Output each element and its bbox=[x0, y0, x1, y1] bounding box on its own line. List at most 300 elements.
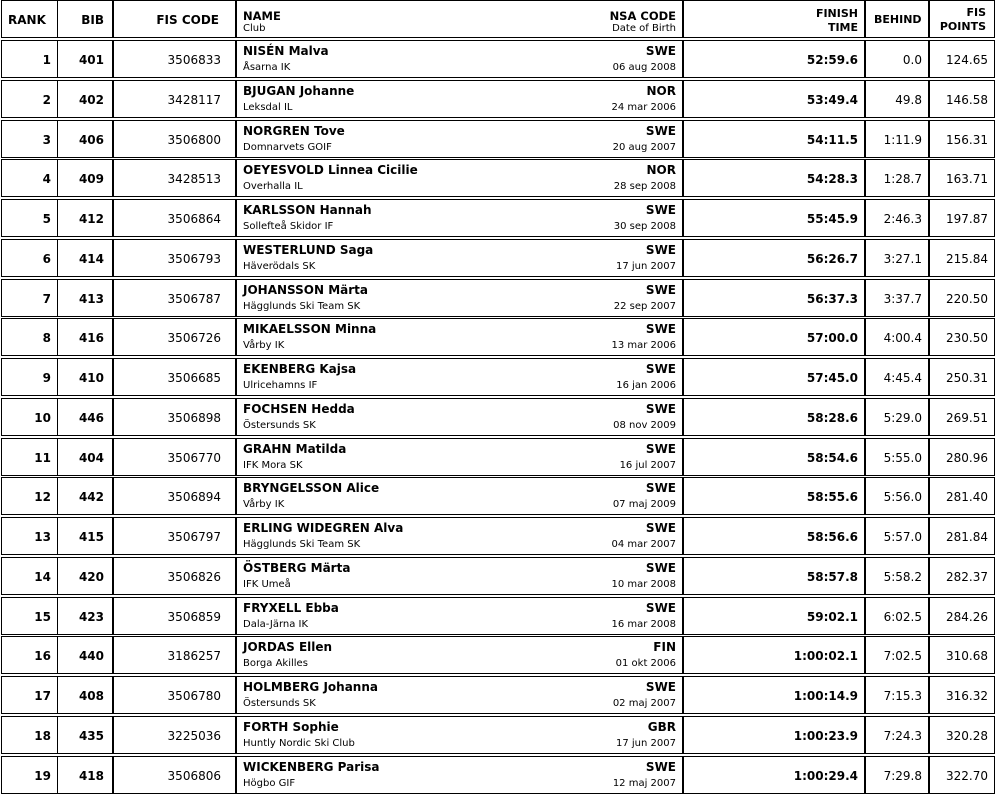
fis-points-value: 230.50 bbox=[946, 331, 988, 346]
name-cell bbox=[236, 358, 683, 396]
fis-points-cell bbox=[929, 438, 995, 476]
nsa-code: SWE bbox=[645, 362, 676, 376]
fis-points-value: 146.58 bbox=[946, 92, 988, 107]
fis-code-value: 3506787 bbox=[167, 291, 221, 306]
behind-cell bbox=[865, 597, 929, 635]
athlete-name: KARLSSON Hannah bbox=[243, 203, 372, 217]
name-cell bbox=[236, 398, 683, 436]
behind-value: 49.8 bbox=[895, 92, 922, 107]
fis-points-value: 215.84 bbox=[946, 251, 988, 266]
behind-value: 3:27.1 bbox=[883, 251, 922, 266]
bib-cell bbox=[57, 438, 113, 476]
fis-points-value: 197.87 bbox=[946, 212, 988, 226]
fis-points-value: 281.84 bbox=[946, 530, 988, 544]
bib-cell bbox=[57, 517, 113, 555]
bib-cell bbox=[57, 636, 113, 674]
name-cell bbox=[236, 199, 683, 237]
fis-points-cell bbox=[929, 358, 995, 396]
nsa-code: NOR bbox=[646, 83, 676, 98]
bib-value: 440 bbox=[78, 649, 104, 664]
fis-points-cell bbox=[929, 398, 995, 436]
table-row bbox=[0, 239, 996, 278]
athlete-club: Leksdal IL bbox=[243, 101, 293, 113]
header-name bbox=[236, 0, 683, 38]
name-cell bbox=[236, 557, 683, 595]
date-of-birth: 07 maj 2009 bbox=[612, 499, 676, 511]
header-behind bbox=[865, 0, 929, 38]
athlete-club: Sollefteå Skidor IF bbox=[243, 221, 334, 232]
nsa-code: SWE bbox=[645, 680, 676, 694]
bib-cell bbox=[57, 279, 113, 317]
behind-value: 5:55.0 bbox=[883, 450, 922, 465]
bib-value: 416 bbox=[78, 331, 104, 346]
rank-value: 9 bbox=[42, 371, 51, 385]
rank-cell bbox=[1, 676, 58, 714]
fis-code-cell bbox=[113, 358, 236, 396]
bib-cell bbox=[57, 716, 113, 754]
behind-value: 0.0 bbox=[902, 53, 922, 67]
behind-value: 5:56.0 bbox=[883, 490, 922, 505]
rank-value: 6 bbox=[42, 251, 51, 266]
fis-code-value: 3506826 bbox=[167, 569, 221, 584]
date-of-birth: 12 maj 2007 bbox=[612, 777, 676, 789]
rank-value: 12 bbox=[34, 490, 51, 505]
finish-time-value: 58:54.6 bbox=[806, 450, 858, 465]
fis-code-value: 3186257 bbox=[167, 649, 221, 664]
nsa-code: SWE bbox=[645, 759, 676, 774]
fis-points-cell bbox=[929, 80, 995, 118]
athlete-club: Åsarna IK bbox=[243, 62, 291, 73]
fis-code-value: 3506894 bbox=[167, 490, 221, 505]
athlete-name: MIKAELSSON Minna bbox=[243, 322, 377, 337]
fis-points-value: 163.71 bbox=[946, 172, 988, 187]
fis-code-cell bbox=[113, 676, 236, 714]
fis-code-value: 3506793 bbox=[167, 251, 221, 266]
bib-cell bbox=[57, 756, 113, 794]
fis-code-value: 3506797 bbox=[167, 530, 221, 544]
date-of-birth: 16 jul 2007 bbox=[619, 459, 676, 471]
behind-cell bbox=[865, 716, 929, 754]
bib-value: 442 bbox=[78, 490, 104, 505]
nsa-code: SWE bbox=[645, 521, 676, 535]
bib-value: 404 bbox=[78, 450, 104, 465]
date-of-birth: 30 sep 2008 bbox=[613, 221, 676, 232]
table-row bbox=[0, 120, 996, 159]
behind-value: 6:02.5 bbox=[883, 609, 922, 624]
fis-code-cell bbox=[113, 398, 236, 436]
rank-cell bbox=[1, 159, 58, 197]
finish-time-value: 52:59.6 bbox=[806, 53, 858, 67]
fis-code-value: 3506806 bbox=[167, 768, 221, 783]
finish-time-cell bbox=[683, 597, 865, 635]
table-row bbox=[0, 358, 996, 397]
behind-value: 7:15.3 bbox=[883, 689, 922, 703]
fis-points-cell bbox=[929, 756, 995, 794]
bib-cell bbox=[57, 398, 113, 436]
athlete-name: NISÉN Malva bbox=[243, 44, 329, 58]
behind-value: 2:46.3 bbox=[883, 212, 922, 226]
name-cell bbox=[236, 477, 683, 515]
fis-code-value: 3225036 bbox=[167, 728, 221, 743]
athlete-club: Ulricehamns IF bbox=[243, 380, 318, 391]
nsa-code: SWE bbox=[645, 481, 676, 496]
date-of-birth: 16 jan 2006 bbox=[616, 380, 676, 391]
nsa-code: SWE bbox=[645, 560, 676, 575]
rank-value: 7 bbox=[42, 291, 51, 306]
behind-value: 1:11.9 bbox=[883, 132, 922, 147]
table-row bbox=[0, 477, 996, 516]
fis-points-cell bbox=[929, 40, 995, 78]
fis-points-value: 156.31 bbox=[946, 132, 988, 147]
rank-value: 15 bbox=[34, 609, 51, 624]
behind-cell bbox=[865, 199, 929, 237]
header-fis-points bbox=[929, 0, 995, 38]
fis-points-value: 220.50 bbox=[946, 291, 988, 306]
date-of-birth: 01 okt 2006 bbox=[615, 658, 676, 670]
fis-points-cell bbox=[929, 716, 995, 754]
date-of-birth: 24 mar 2006 bbox=[611, 101, 676, 113]
bib-value: 423 bbox=[78, 609, 104, 624]
header-bib bbox=[57, 0, 113, 38]
rank-cell bbox=[1, 80, 58, 118]
fis-code-value: 3428513 bbox=[167, 172, 221, 187]
fis-points-cell bbox=[929, 597, 995, 635]
finish-time-value: 54:28.3 bbox=[806, 172, 858, 187]
fis-points-value: 310.68 bbox=[946, 649, 988, 664]
rank-cell bbox=[1, 557, 58, 595]
athlete-name: ERLING WIDEGREN Alva bbox=[243, 521, 404, 535]
behind-value: 3:37.7 bbox=[883, 291, 922, 306]
rank-cell bbox=[1, 756, 58, 794]
bib-value: 446 bbox=[78, 410, 104, 425]
date-of-birth: 10 mar 2008 bbox=[611, 578, 676, 590]
fis-code-value: 3506726 bbox=[167, 331, 221, 346]
date-of-birth: 06 aug 2008 bbox=[612, 62, 676, 73]
athlete-club: Östersunds SK bbox=[243, 419, 316, 431]
finish-time-value: 58:57.8 bbox=[806, 569, 858, 584]
athlete-name: FRYXELL Ebba bbox=[243, 600, 339, 615]
finish-time-value: 1:00:02.1 bbox=[793, 649, 858, 664]
fis-code-cell bbox=[113, 716, 236, 754]
behind-value: 4:00.4 bbox=[883, 331, 922, 346]
header-finish-time bbox=[683, 0, 865, 38]
athlete-name: JOHANSSON Märta bbox=[243, 282, 368, 297]
header-nsa-label: NSA CODE bbox=[609, 9, 676, 23]
athlete-club: Vårby IK bbox=[243, 340, 285, 352]
rank-value: 4 bbox=[42, 172, 51, 187]
behind-value: 1:28.7 bbox=[883, 172, 922, 187]
fis-points-cell bbox=[929, 517, 995, 555]
name-cell bbox=[236, 120, 683, 158]
table-row bbox=[0, 716, 996, 755]
behind-cell bbox=[865, 398, 929, 436]
finish-time-cell bbox=[683, 318, 865, 356]
bib-cell bbox=[57, 40, 113, 78]
bib-value: 408 bbox=[78, 689, 104, 703]
nsa-code: GBR bbox=[647, 719, 676, 734]
fis-code-cell bbox=[113, 239, 236, 277]
table-row bbox=[0, 40, 996, 79]
rank-value: 13 bbox=[34, 530, 51, 544]
name-cell bbox=[236, 756, 683, 794]
behind-cell bbox=[865, 438, 929, 476]
athlete-name: BRYNGELSSON Alice bbox=[243, 481, 380, 496]
fis-code-cell bbox=[113, 636, 236, 674]
name-cell bbox=[236, 676, 683, 714]
athlete-club: IFK Umeå bbox=[243, 578, 291, 590]
nsa-code: NOR bbox=[646, 163, 676, 178]
name-cell bbox=[236, 40, 683, 78]
athlete-club: Vårby IK bbox=[243, 499, 285, 511]
athlete-name: WICKENBERG Parisa bbox=[243, 759, 380, 774]
behind-cell bbox=[865, 557, 929, 595]
finish-time-value: 57:45.0 bbox=[806, 371, 858, 385]
fis-code-value: 3506898 bbox=[167, 410, 221, 425]
athlete-name: WESTERLUND Saga bbox=[243, 242, 374, 257]
table-row bbox=[0, 597, 996, 636]
athlete-name: HOLMBERG Johanna bbox=[243, 680, 378, 694]
rank-value: 11 bbox=[34, 450, 51, 465]
fis-code-value: 3506770 bbox=[167, 450, 221, 465]
fis-points-value: 269.51 bbox=[946, 410, 988, 425]
finish-time-value: 56:26.7 bbox=[806, 251, 858, 266]
fis-points-value: 250.31 bbox=[946, 371, 988, 385]
behind-cell bbox=[865, 120, 929, 158]
bib-value: 413 bbox=[78, 291, 104, 306]
rank-value: 10 bbox=[34, 410, 51, 425]
fis-points-value: 316.32 bbox=[946, 689, 988, 703]
fis-code-cell bbox=[113, 120, 236, 158]
athlete-club: Domnarvets GOIF bbox=[243, 141, 332, 153]
rank-value: 2 bbox=[42, 92, 51, 107]
rank-cell bbox=[1, 477, 58, 515]
date-of-birth: 17 jun 2007 bbox=[616, 260, 676, 272]
rank-value: 3 bbox=[42, 132, 51, 147]
athlete-club: Huntly Nordic Ski Club bbox=[243, 737, 355, 749]
behind-value: 5:57.0 bbox=[883, 530, 922, 544]
header-club-label: Club bbox=[243, 23, 266, 34]
behind-cell bbox=[865, 40, 929, 78]
behind-value: 5:58.2 bbox=[883, 569, 922, 584]
finish-time-cell bbox=[683, 398, 865, 436]
nsa-code: SWE bbox=[645, 203, 676, 217]
date-of-birth: 17 jun 2007 bbox=[616, 737, 676, 749]
finish-time-cell bbox=[683, 477, 865, 515]
bib-cell bbox=[57, 318, 113, 356]
finish-time-value: 1:00:29.4 bbox=[793, 768, 858, 783]
rank-cell bbox=[1, 239, 58, 277]
bib-value: 414 bbox=[78, 251, 104, 266]
finish-time-cell bbox=[683, 40, 865, 78]
bib-value: 435 bbox=[78, 728, 104, 743]
finish-time-cell bbox=[683, 557, 865, 595]
behind-cell bbox=[865, 756, 929, 794]
athlete-name: JORDAS Ellen bbox=[243, 640, 333, 655]
name-cell bbox=[236, 438, 683, 476]
bib-value: 402 bbox=[78, 92, 104, 107]
table-row bbox=[0, 517, 996, 556]
name-cell bbox=[236, 636, 683, 674]
behind-cell bbox=[865, 517, 929, 555]
finish-time-cell bbox=[683, 358, 865, 396]
fis-code-cell bbox=[113, 557, 236, 595]
bib-cell bbox=[57, 199, 113, 237]
finish-time-value: 56:37.3 bbox=[806, 291, 858, 306]
behind-value: 7:02.5 bbox=[883, 649, 922, 664]
table-row bbox=[0, 557, 996, 596]
fis-code-cell bbox=[113, 80, 236, 118]
table-row bbox=[0, 199, 996, 238]
bib-value: 420 bbox=[78, 569, 104, 584]
finish-time-value: 55:45.9 bbox=[806, 212, 858, 226]
bib-cell bbox=[57, 477, 113, 515]
athlete-name: BJUGAN Johanne bbox=[243, 83, 355, 98]
athlete-club: Högbo GIF bbox=[243, 777, 296, 789]
fis-points-cell bbox=[929, 318, 995, 356]
rank-cell bbox=[1, 120, 58, 158]
fis-points-value: 284.26 bbox=[946, 609, 988, 624]
name-cell bbox=[236, 517, 683, 555]
table-row bbox=[0, 676, 996, 715]
bib-value: 401 bbox=[78, 53, 104, 67]
fis-points-cell bbox=[929, 636, 995, 674]
fis-points-cell bbox=[929, 239, 995, 277]
header-time-label: TIME bbox=[827, 21, 858, 34]
fis-points-value: 282.37 bbox=[946, 569, 988, 584]
behind-cell bbox=[865, 239, 929, 277]
bib-value: 409 bbox=[78, 172, 104, 187]
nsa-code: SWE bbox=[645, 123, 676, 138]
rank-value: 1 bbox=[42, 53, 51, 67]
header-behind-label: BEHIND bbox=[874, 13, 922, 26]
rank-cell bbox=[1, 517, 58, 555]
athlete-club: Borga Akilles bbox=[243, 658, 308, 670]
finish-time-cell bbox=[683, 159, 865, 197]
behind-cell bbox=[865, 676, 929, 714]
athlete-club: Hägglunds Ski Team SK bbox=[243, 539, 361, 550]
rank-value: 5 bbox=[42, 212, 51, 226]
table-row bbox=[0, 80, 996, 119]
finish-time-cell bbox=[683, 517, 865, 555]
nsa-code: SWE bbox=[645, 242, 676, 257]
fis-points-value: 281.40 bbox=[946, 490, 988, 505]
rank-cell bbox=[1, 597, 58, 635]
fis-points-cell bbox=[929, 279, 995, 317]
rank-value: 8 bbox=[42, 331, 51, 346]
bib-value: 418 bbox=[78, 768, 104, 783]
rank-cell bbox=[1, 358, 58, 396]
bib-cell bbox=[57, 120, 113, 158]
bib-cell bbox=[57, 676, 113, 714]
athlete-club: Dala-Järna IK bbox=[243, 618, 309, 630]
bib-value: 406 bbox=[78, 132, 104, 147]
nsa-code: SWE bbox=[645, 44, 676, 58]
bib-cell bbox=[57, 557, 113, 595]
behind-cell bbox=[865, 279, 929, 317]
rank-value: 14 bbox=[34, 569, 51, 584]
bib-cell bbox=[57, 597, 113, 635]
finish-time-cell bbox=[683, 80, 865, 118]
finish-time-value: 1:00:14.9 bbox=[793, 689, 858, 703]
rank-value: 16 bbox=[34, 649, 51, 664]
date-of-birth: 16 mar 2008 bbox=[611, 618, 676, 630]
fis-code-value: 3506780 bbox=[167, 689, 221, 703]
behind-value: 5:29.0 bbox=[883, 410, 922, 425]
finish-time-cell bbox=[683, 676, 865, 714]
rank-cell bbox=[1, 199, 58, 237]
bib-cell bbox=[57, 239, 113, 277]
fis-code-cell bbox=[113, 438, 236, 476]
table-row bbox=[0, 318, 996, 357]
date-of-birth: 20 aug 2007 bbox=[612, 141, 676, 153]
header-points-label: POINTS bbox=[939, 20, 986, 33]
table-row bbox=[0, 438, 996, 477]
fis-code-cell bbox=[113, 199, 236, 237]
fis-points-cell bbox=[929, 120, 995, 158]
fis-points-cell bbox=[929, 557, 995, 595]
fis-code-cell bbox=[113, 279, 236, 317]
rank-cell bbox=[1, 318, 58, 356]
bib-value: 415 bbox=[78, 530, 104, 544]
name-cell bbox=[236, 239, 683, 277]
finish-time-value: 58:56.6 bbox=[806, 530, 858, 544]
athlete-name: FOCHSEN Hedda bbox=[243, 401, 355, 416]
fis-code-cell bbox=[113, 159, 236, 197]
behind-cell bbox=[865, 358, 929, 396]
rank-cell bbox=[1, 636, 58, 674]
fis-code-cell bbox=[113, 40, 236, 78]
header-bib-label: BIB bbox=[81, 13, 104, 27]
behind-cell bbox=[865, 80, 929, 118]
behind-cell bbox=[865, 477, 929, 515]
table-row bbox=[0, 756, 996, 795]
athlete-name: ÖSTBERG Märta bbox=[243, 560, 351, 575]
nsa-code: FIN bbox=[653, 640, 676, 655]
behind-value: 7:29.8 bbox=[883, 768, 922, 783]
fis-code-value: 3506859 bbox=[167, 609, 221, 624]
fis-points-value: 320.28 bbox=[946, 728, 988, 743]
athlete-club: Östersunds SK bbox=[243, 698, 316, 709]
finish-time-value: 53:49.4 bbox=[806, 92, 858, 107]
athlete-club: Overhalla IL bbox=[243, 181, 303, 193]
table-header bbox=[0, 0, 996, 38]
table-row bbox=[0, 398, 996, 437]
bib-cell bbox=[57, 358, 113, 396]
date-of-birth: 13 mar 2006 bbox=[611, 340, 676, 352]
athlete-club: Häverödals SK bbox=[243, 260, 316, 272]
date-of-birth: 08 nov 2009 bbox=[613, 419, 676, 431]
rank-cell bbox=[1, 438, 58, 476]
finish-time-value: 57:00.0 bbox=[806, 331, 858, 346]
fis-points-value: 280.96 bbox=[946, 450, 988, 465]
nsa-code: SWE bbox=[645, 282, 676, 297]
fis-points-cell bbox=[929, 676, 995, 714]
header-rank bbox=[1, 0, 58, 38]
date-of-birth: 02 maj 2007 bbox=[612, 698, 676, 709]
date-of-birth: 28 sep 2008 bbox=[613, 181, 676, 193]
rank-cell bbox=[1, 279, 58, 317]
bib-value: 412 bbox=[78, 212, 104, 226]
finish-time-value: 58:28.6 bbox=[806, 410, 858, 425]
rank-value: 19 bbox=[34, 768, 51, 783]
finish-time-value: 58:55.6 bbox=[806, 490, 858, 505]
fis-code-cell bbox=[113, 517, 236, 555]
name-cell bbox=[236, 318, 683, 356]
nsa-code: SWE bbox=[645, 600, 676, 615]
table-row bbox=[0, 159, 996, 198]
rank-cell bbox=[1, 716, 58, 754]
header-fis-label: FIS bbox=[966, 6, 986, 19]
